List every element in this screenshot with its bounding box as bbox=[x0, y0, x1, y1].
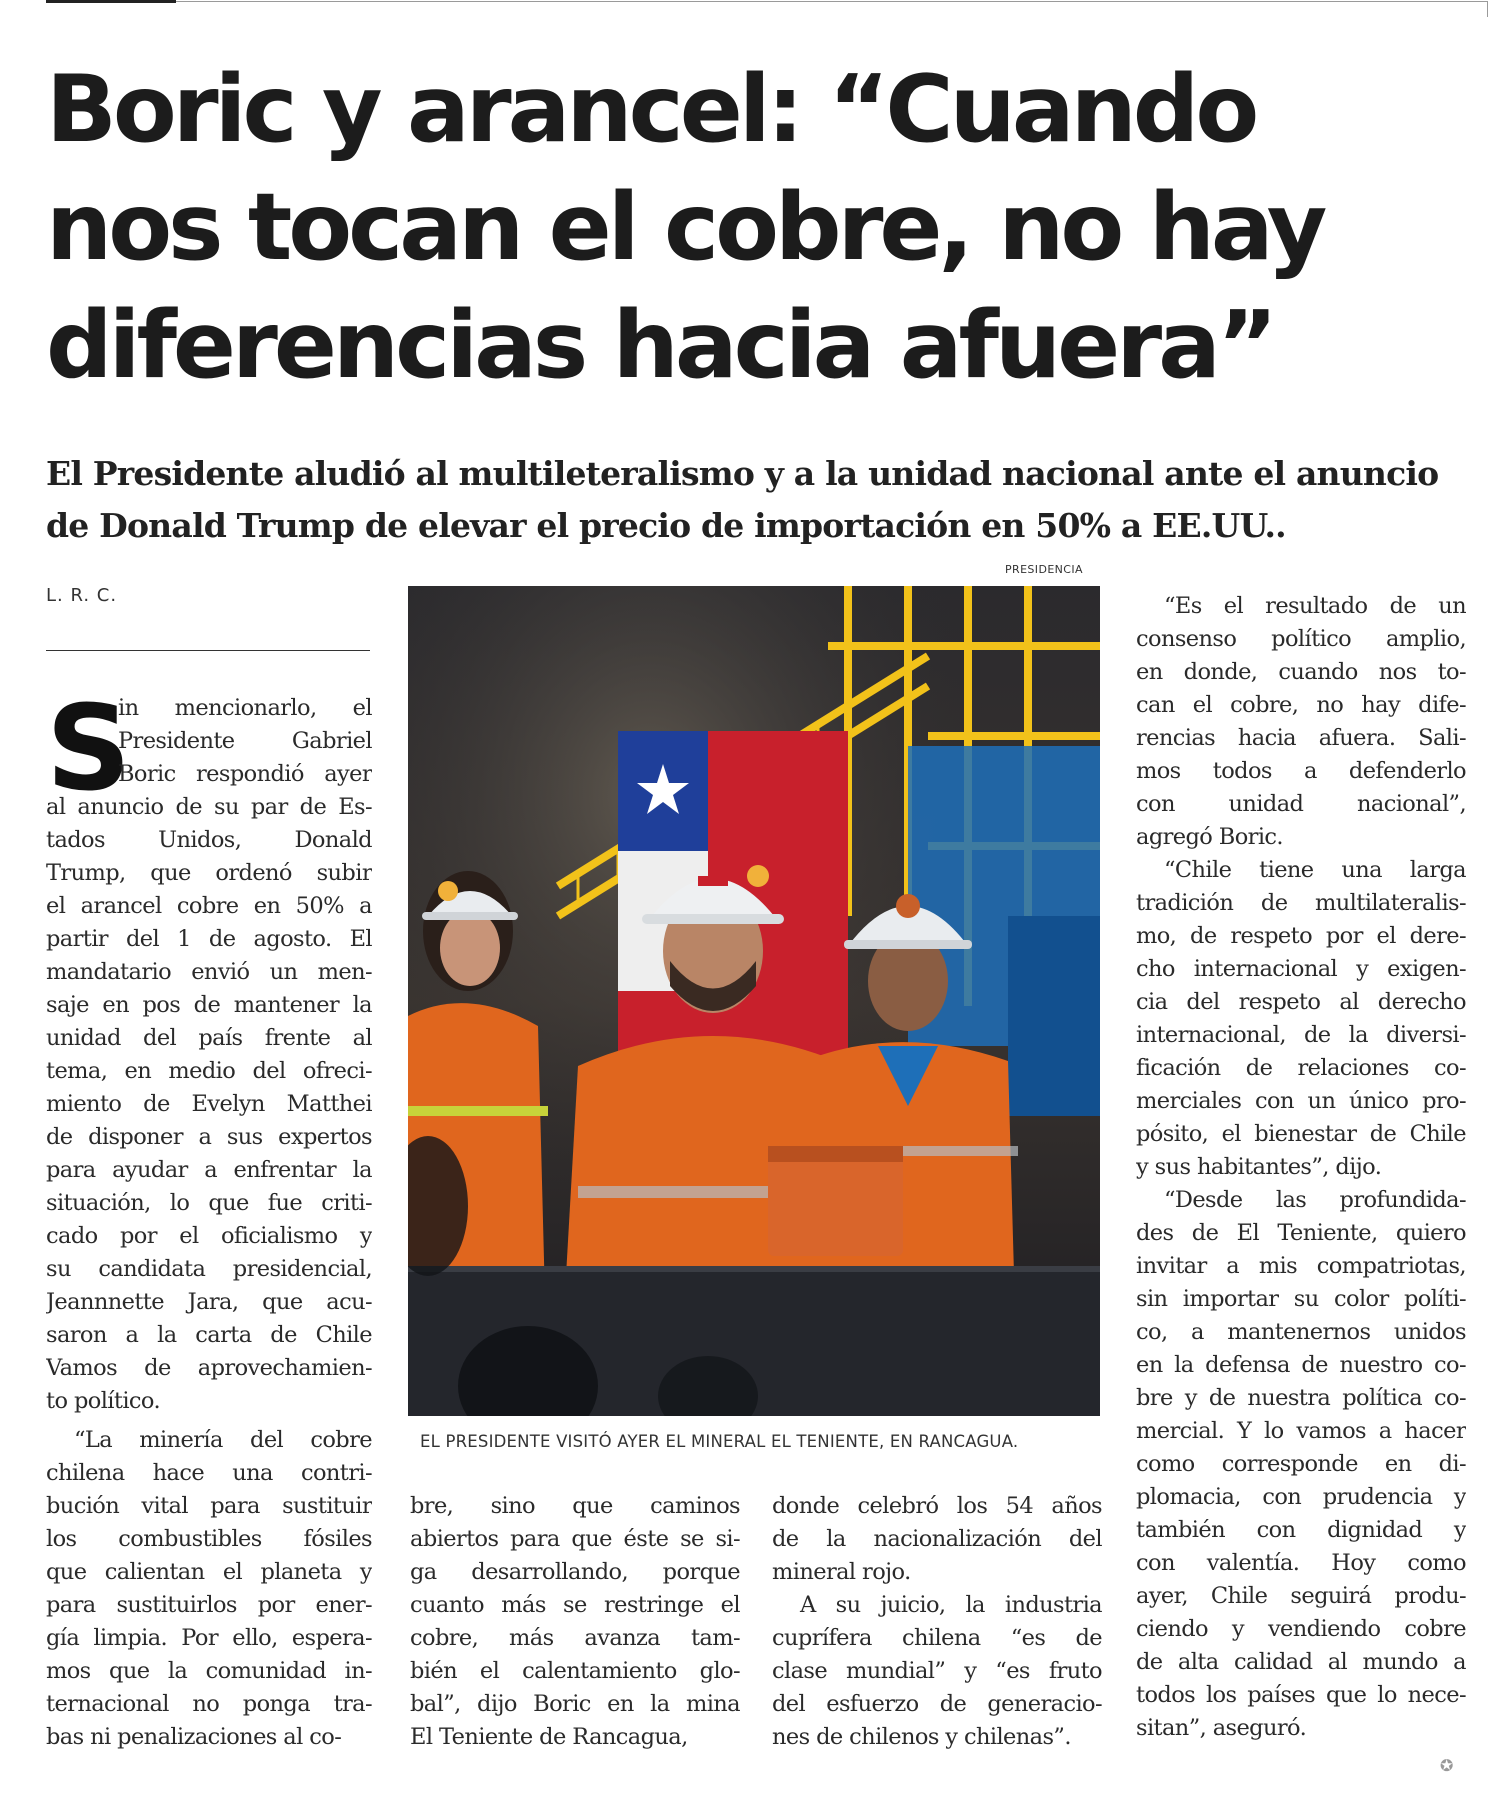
body-text-line: ficación de relaciones co- bbox=[1136, 1055, 1466, 1081]
body-text-line: sin importar su color políti- bbox=[1136, 1286, 1466, 1312]
body-text-line: can el cobre, no hay dife- bbox=[1136, 692, 1466, 718]
body-text-line: mineral rojo. bbox=[772, 1559, 911, 1585]
body-text-line: consenso político amplio, bbox=[1136, 626, 1466, 652]
body-text-line: sitan”, aseguró. bbox=[1136, 1715, 1307, 1741]
body-text-line: mercial. Y lo vamos a hacer bbox=[1136, 1418, 1466, 1444]
body-text-line: su candidata presidencial, bbox=[46, 1256, 372, 1282]
body-text-line: clase mundial” y “es fruto bbox=[772, 1658, 1102, 1684]
body-text-line: bas ni penalizaciones al co- bbox=[46, 1724, 342, 1750]
body-text-line: merciales con un único pro- bbox=[1136, 1088, 1466, 1114]
body-text-line: Vamos de aprovechamien- bbox=[46, 1355, 372, 1381]
byline-rule bbox=[46, 650, 370, 651]
body-text-line: plomacia, con prudencia y bbox=[1136, 1484, 1466, 1510]
body-text-line: saje en pos de mantener la bbox=[46, 992, 372, 1018]
subheadline-line: El Presidente aludió al multileteralismo y a la unidad nacional ante el anuncio bbox=[46, 454, 1439, 493]
body-text-line: “Chile tiene una larga bbox=[1164, 857, 1466, 883]
body-text-line: ayer, Chile seguirá produ- bbox=[1136, 1583, 1466, 1609]
photo-caption: EL PRESIDENTE VISITÓ AYER EL MINERAL EL TENIENTE, EN RANCAGUA. bbox=[420, 1432, 1019, 1451]
body-text-line: nes de chilenos y chilenas”. bbox=[772, 1724, 1071, 1750]
body-text-line: in mencionarlo, el bbox=[118, 695, 372, 721]
body-text-line: cado por el oficialismo y bbox=[46, 1223, 372, 1249]
body-text-line: y sus habitantes”, dijo. bbox=[1136, 1154, 1382, 1180]
body-column-4 bbox=[1136, 590, 1466, 854]
body-text-line: bién el calentamiento glo- bbox=[410, 1658, 740, 1684]
body-text-line: cuprífera chilena “es de bbox=[772, 1625, 1102, 1651]
body-text-line: mos todos a defenderlo bbox=[1136, 758, 1466, 784]
byline: L. R. C. bbox=[46, 585, 118, 606]
body-text-line: situación, lo que fue criti- bbox=[46, 1190, 372, 1216]
headline-line: nos tocan el cobre, no hay bbox=[46, 173, 1324, 281]
drop-cap: S bbox=[46, 679, 131, 817]
body-text-line: mos que la comunidad in- bbox=[46, 1658, 372, 1684]
body-text-line: “Es el resultado de un bbox=[1164, 593, 1466, 619]
body-text-line: bal”, dijo Boric en la mina bbox=[410, 1691, 740, 1717]
body-text-line: El Teniente de Rancagua, bbox=[410, 1724, 688, 1750]
body-text-line: invitar a mis compatriotas, bbox=[1136, 1253, 1466, 1279]
body-text-line: cuanto más se restringe el bbox=[410, 1592, 740, 1618]
body-text-line: bre, sino que caminos bbox=[410, 1493, 740, 1519]
body-text-line: donde celebró los 54 años bbox=[772, 1493, 1102, 1519]
body-text-line: del esfuerzo de generacio- bbox=[772, 1691, 1102, 1717]
end-mark-icon: ✪ bbox=[1440, 1756, 1454, 1775]
body-text-line: de alta calidad al mundo a bbox=[1136, 1649, 1466, 1675]
headline-line: diferencias hacia afuera” bbox=[46, 291, 1274, 399]
headline bbox=[46, 50, 1466, 404]
news-photo bbox=[408, 586, 1100, 1416]
photo-credit: PRESIDENCIA bbox=[1005, 563, 1083, 576]
headline-line: Boric y arancel: “Cuando bbox=[46, 55, 1256, 163]
body-text-line: para sustituirlos por ener- bbox=[46, 1592, 372, 1618]
subheadline-line: de Donald Trump de elevar el precio de importación en 50% a EE.UU.. bbox=[46, 506, 1286, 545]
body-text-line: A su juicio, la industria bbox=[800, 1592, 1102, 1618]
body-text-line: con valentía. Hoy como bbox=[1136, 1550, 1466, 1576]
body-text-line: los combustibles fósiles bbox=[46, 1526, 372, 1552]
body-text-line: to político. bbox=[46, 1388, 161, 1414]
body-text-line: agregó Boric. bbox=[1136, 824, 1283, 850]
body-text-line: mo, de respeto por el dere- bbox=[1136, 923, 1466, 949]
body-text-line: co, a mantenernos unidos bbox=[1136, 1319, 1466, 1345]
body-column-1-continued bbox=[46, 1424, 372, 1754]
body-text-line: el arancel cobre en 50% a bbox=[46, 893, 372, 919]
body-text-line: también con dignidad y bbox=[1136, 1517, 1466, 1543]
body-text-line: que calientan el planeta y bbox=[46, 1559, 372, 1585]
top-rule bbox=[176, 1, 1488, 2]
body-column-4-final bbox=[1136, 1184, 1466, 1745]
body-text-line: Presidente Gabriel bbox=[118, 728, 372, 754]
body-column-3 bbox=[772, 1490, 1102, 1589]
corner-rule bbox=[1487, 1, 1488, 17]
body-text-line: ciendo y vendiendo cobre bbox=[1136, 1616, 1466, 1642]
body-text-line: tados Unidos, Donald bbox=[46, 827, 372, 853]
body-text-line: des de El Teniente, quiero bbox=[1136, 1220, 1466, 1246]
body-column-3-continued bbox=[772, 1589, 1102, 1754]
body-column-2 bbox=[410, 1490, 740, 1754]
body-text-line: abiertos para que éste se si- bbox=[410, 1526, 740, 1552]
body-text-line: todos los países que lo nece- bbox=[1136, 1682, 1466, 1708]
body-text-line: cho internacional y exigen- bbox=[1136, 956, 1466, 982]
body-text-line: rencias hacia afuera. Sali- bbox=[1136, 725, 1466, 751]
body-text-line: con unidad nacional”, bbox=[1136, 791, 1466, 817]
body-text-line: como corresponde en di- bbox=[1136, 1451, 1466, 1477]
body-text-line: de disponer a sus expertos bbox=[46, 1124, 372, 1150]
body-text-line: gía limpia. Por ello, espera- bbox=[46, 1625, 372, 1651]
body-text-line: ga desarrollando, porque bbox=[410, 1559, 740, 1585]
body-text-line: ternacional no ponga tra- bbox=[46, 1691, 372, 1717]
body-text-line: para ayudar a enfrentar la bbox=[46, 1157, 372, 1183]
body-text-line: cia del respeto al derecho bbox=[1136, 989, 1466, 1015]
body-column-4-continued bbox=[1136, 854, 1466, 1184]
body-text-line: al anuncio de su par de Es- bbox=[46, 794, 372, 820]
body-text-line: en la defensa de nuestro co- bbox=[1136, 1352, 1466, 1378]
body-text-line: en donde, cuando nos to- bbox=[1136, 659, 1466, 685]
body-text-line: tema, en medio del ofreci- bbox=[46, 1058, 372, 1084]
body-text-line: partir del 1 de agosto. El bbox=[46, 926, 372, 952]
body-text-line: tradición de multilateralis- bbox=[1136, 890, 1466, 916]
body-text-line: de la nacionalización del bbox=[772, 1526, 1102, 1552]
body-text-line: bre y de nuestra política co- bbox=[1136, 1385, 1466, 1411]
body-text-line: miento de Evelyn Matthei bbox=[46, 1091, 372, 1117]
subheadline bbox=[46, 448, 1476, 552]
body-text-line: “Desde las profundida- bbox=[1164, 1187, 1466, 1213]
body-text-line: pósito, el bienestar de Chile bbox=[1136, 1121, 1466, 1147]
body-text-line: Boric respondió ayer bbox=[118, 761, 372, 787]
body-text-line: cobre, más avanza tam- bbox=[410, 1625, 740, 1651]
section-marker-bar bbox=[46, 0, 176, 3]
body-text-line: unidad del país frente al bbox=[46, 1025, 372, 1051]
body-text-line: saron a la carta de Chile bbox=[46, 1322, 372, 1348]
body-text-line: “La minería del cobre bbox=[74, 1427, 372, 1453]
body-text-line: Jeannnette Jara, que acu- bbox=[46, 1289, 372, 1315]
body-text-line: internacional, de la diversi- bbox=[1136, 1022, 1466, 1048]
body-text-line: mandatario envió un men- bbox=[46, 959, 372, 985]
body-text-line: chilena hace una contri- bbox=[46, 1460, 372, 1486]
body-column-1 bbox=[46, 679, 372, 1418]
body-text-line: Trump, que ordenó subir bbox=[46, 860, 372, 886]
body-text-line: bución vital para sustituir bbox=[46, 1493, 372, 1519]
